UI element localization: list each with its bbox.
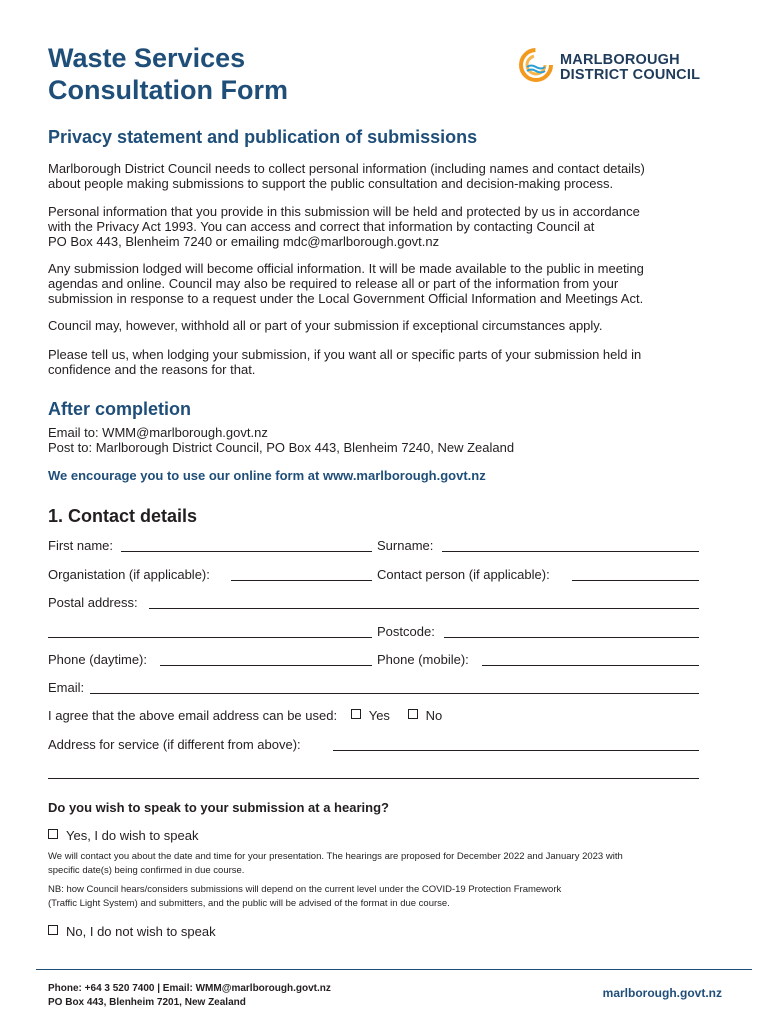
first-name-field[interactable] [121, 551, 372, 552]
email-consent-row: I agree that the above email address can be used: Yes No [48, 708, 443, 723]
after-completion-heading: After completion [48, 399, 192, 419]
email-field[interactable] [90, 693, 699, 694]
checkbox-icon[interactable] [408, 709, 418, 719]
hearing-question: Do you wish to speak to your submission at a hearing? [48, 800, 389, 815]
footer-website-link[interactable]: marlborough.govt.nz [602, 986, 722, 1000]
footer-contact: Phone: +64 3 520 7400 | Email: WMM@marlborough.govt.nz PO Box 443, Blenheim 7201, New Zealand [48, 983, 331, 1008]
address-for-service-field[interactable] [333, 750, 699, 751]
after-completion-details: Email to: WMM@marlborough.govt.nz Post to: Marlborough District Council, PO Box 443, Blenheim 7240, New Zealand [48, 425, 515, 455]
email-consent-yes[interactable]: Yes [351, 708, 390, 723]
address-for-service-field-2[interactable] [48, 778, 699, 779]
postal-address-field[interactable] [149, 608, 699, 609]
first-name-label: First name: [48, 538, 114, 553]
email-consent-no[interactable]: No [408, 708, 443, 723]
phone-daytime-label: Phone (daytime): [48, 652, 147, 667]
privacy-paragraph-1: Marlborough District Council needs to collect personal information (including names and contact details) about people making submissions to support the public consultation and decision-making process. [48, 161, 645, 191]
phone-daytime-field[interactable] [160, 665, 372, 666]
checkbox-icon[interactable] [48, 829, 58, 839]
checkbox-icon[interactable] [351, 709, 361, 719]
organisation-label: Organistation (if applicable): [48, 567, 210, 582]
organisation-field[interactable] [231, 580, 372, 581]
surname-field[interactable] [442, 551, 699, 552]
contact-details-heading: 1. Contact details [48, 506, 198, 526]
postal-address-label: Postal address: [48, 595, 138, 610]
covid-note: NB: how Council hears/considers submissions will depend on the current level under the COVID-19 Protection Framework (Traffic Light System) and submitters, and the public will be advised of the format in due course. [48, 884, 562, 909]
address-for-service-label: Address for service (if different from above): [48, 737, 301, 752]
contact-person-field[interactable] [572, 580, 699, 581]
privacy-paragraph-4: Council may, however, withhold all or part of your submission if exceptional circumstances apply. [48, 318, 603, 333]
phone-mobile-field[interactable] [482, 665, 699, 666]
phone-mobile-label: Phone (mobile): [377, 652, 469, 667]
logo-mark-icon [518, 47, 554, 83]
logo-text: MARLBOROUGH DISTRICT COUNCIL [560, 52, 701, 83]
checkbox-icon[interactable] [48, 925, 58, 935]
footer-divider [36, 969, 752, 970]
council-logo [518, 47, 718, 87]
hearing-no-option[interactable]: No, I do not wish to speak [48, 924, 216, 940]
page-title: Waste Services Consultation Form [48, 43, 288, 105]
privacy-paragraph-5: Please tell us, when lodging your submission, if you want all or specific parts of your submission held in confidence and the reasons for that. [48, 347, 642, 377]
postcode-label: Postcode: [377, 624, 435, 639]
hearing-note: We will contact you about the date and time for your presentation. The hearings are proposed for December 2022 and January 2023 with specific date(s) being confirmed in due course. [48, 851, 623, 876]
privacy-paragraph-2: Personal information that you provide in this submission will be held and protected by us in accordance with the Privacy Act 1993. You can access and correct that information by contacting Council at PO Box 443, Blenheim 7240 or emailing mdc@marlborough.govt.nz [48, 204, 640, 249]
postcode-field[interactable] [444, 637, 699, 638]
postal-address-field-2[interactable] [48, 637, 372, 638]
contact-person-label: Contact person (if applicable): [377, 567, 550, 582]
email-label: Email: [48, 680, 85, 695]
privacy-paragraph-3: Any submission lodged will become official information. It will be made available to the public in meeting agendas and online. Council may also be required to release all or part of the information from your submission in response to a request under the Local Government Official Information and Meetings Act. [48, 261, 644, 306]
hearing-yes-option[interactable]: Yes, I do wish to speak [48, 828, 199, 844]
surname-label: Surname: [377, 538, 434, 553]
online-form-notice: We encourage you to use our online form at www.marlborough.govt.nz [48, 468, 486, 483]
privacy-heading: Privacy statement and publication of submissions [48, 127, 478, 147]
